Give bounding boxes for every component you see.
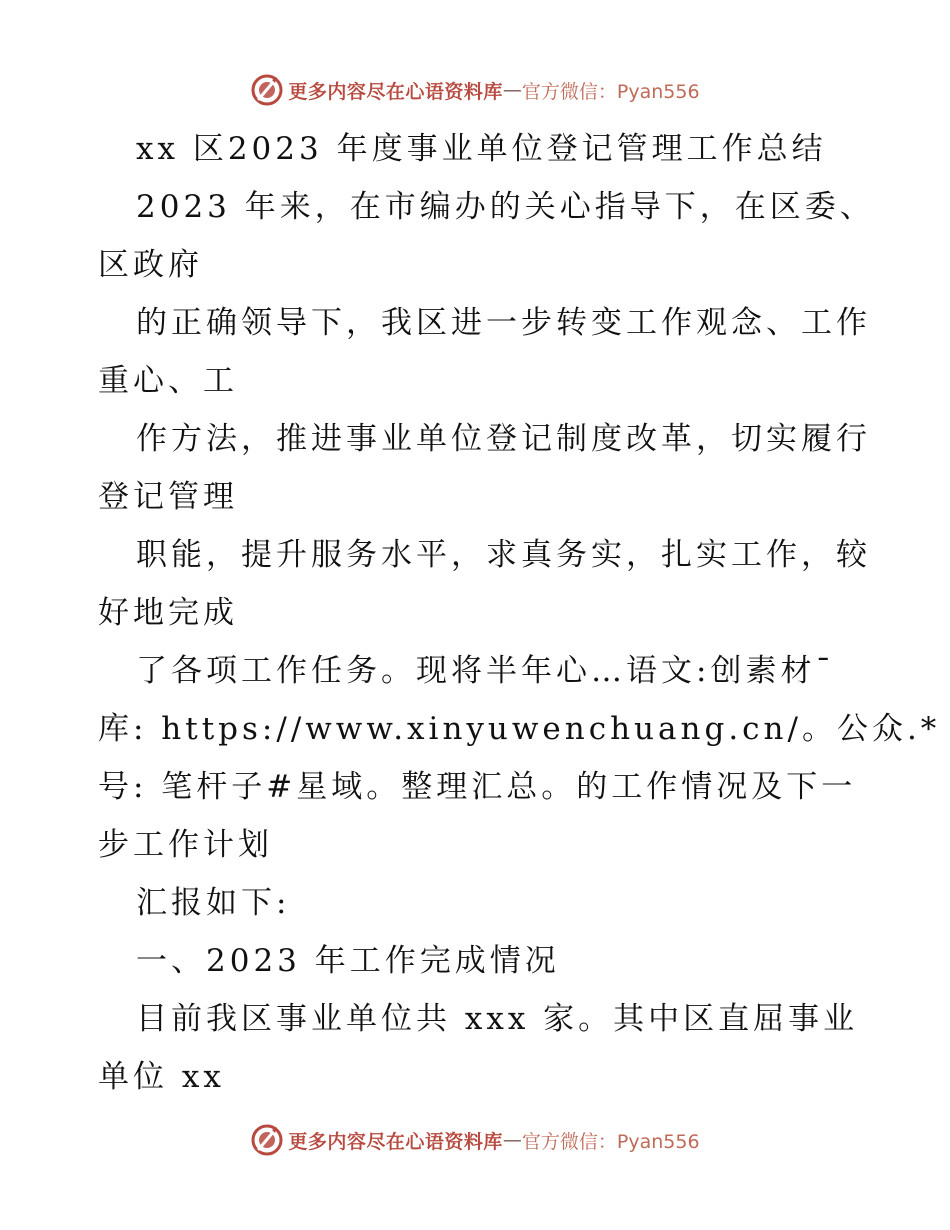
watermark-wechat: 官方微信：Pyan556 [521, 80, 700, 103]
watermark-text: 更多内容尽在心语资料库 [288, 80, 503, 103]
document-body [98, 120, 941, 1106]
text-line: 的正确领导下，我区进一步转变工作观念、工作 [136, 305, 871, 341]
text-line: 重心、工 [98, 363, 238, 399]
seal-logo-icon [250, 1123, 284, 1157]
text-line: 汇报如下: [136, 885, 291, 921]
text-line: 区政府 [98, 247, 203, 283]
text-line: 了各项工作任务。现将半年心…语文:创素材¯ [136, 653, 835, 689]
text-line: 作方法，推进事业单位登记制度改革，切实履行 [136, 421, 871, 457]
text-line: 号: 笔杆子#星域。整理汇总。的工作情况及下一 [98, 769, 857, 805]
watermark-wechat: 官方微信：Pyan556 [521, 1130, 700, 1153]
text-line: 职能，提升服务水平，求真务实，扎实工作，较 [136, 537, 871, 573]
text-line: 库: https://www.xinyuwenchuang.cn/。公众.* [98, 711, 941, 747]
seal-logo-icon [250, 73, 284, 107]
text-line: 目前我区事业单位共 xxx 家。其中区直屈事业 [136, 1001, 859, 1037]
watermark-banner-top [0, 70, 950, 110]
text-line: xx 区2023 年度事业单位登记管理工作总结 [136, 131, 827, 167]
text-line: 步工作计划 [98, 827, 273, 863]
text-line: 登记管理 [98, 479, 238, 515]
watermark-separator: — [502, 1129, 522, 1151]
watermark-text: 更多内容尽在心语资料库 [288, 1130, 503, 1153]
text-line: 好地完成 [98, 595, 238, 631]
text-line: 单位 xx [98, 1059, 225, 1095]
watermark-separator: — [502, 79, 522, 101]
text-line: 2023 年来，在市编办的关心指导下，在区委、 [136, 189, 875, 225]
watermark-banner-bottom [0, 1120, 950, 1160]
text-line: 一、2023 年工作完成情况 [136, 943, 560, 979]
